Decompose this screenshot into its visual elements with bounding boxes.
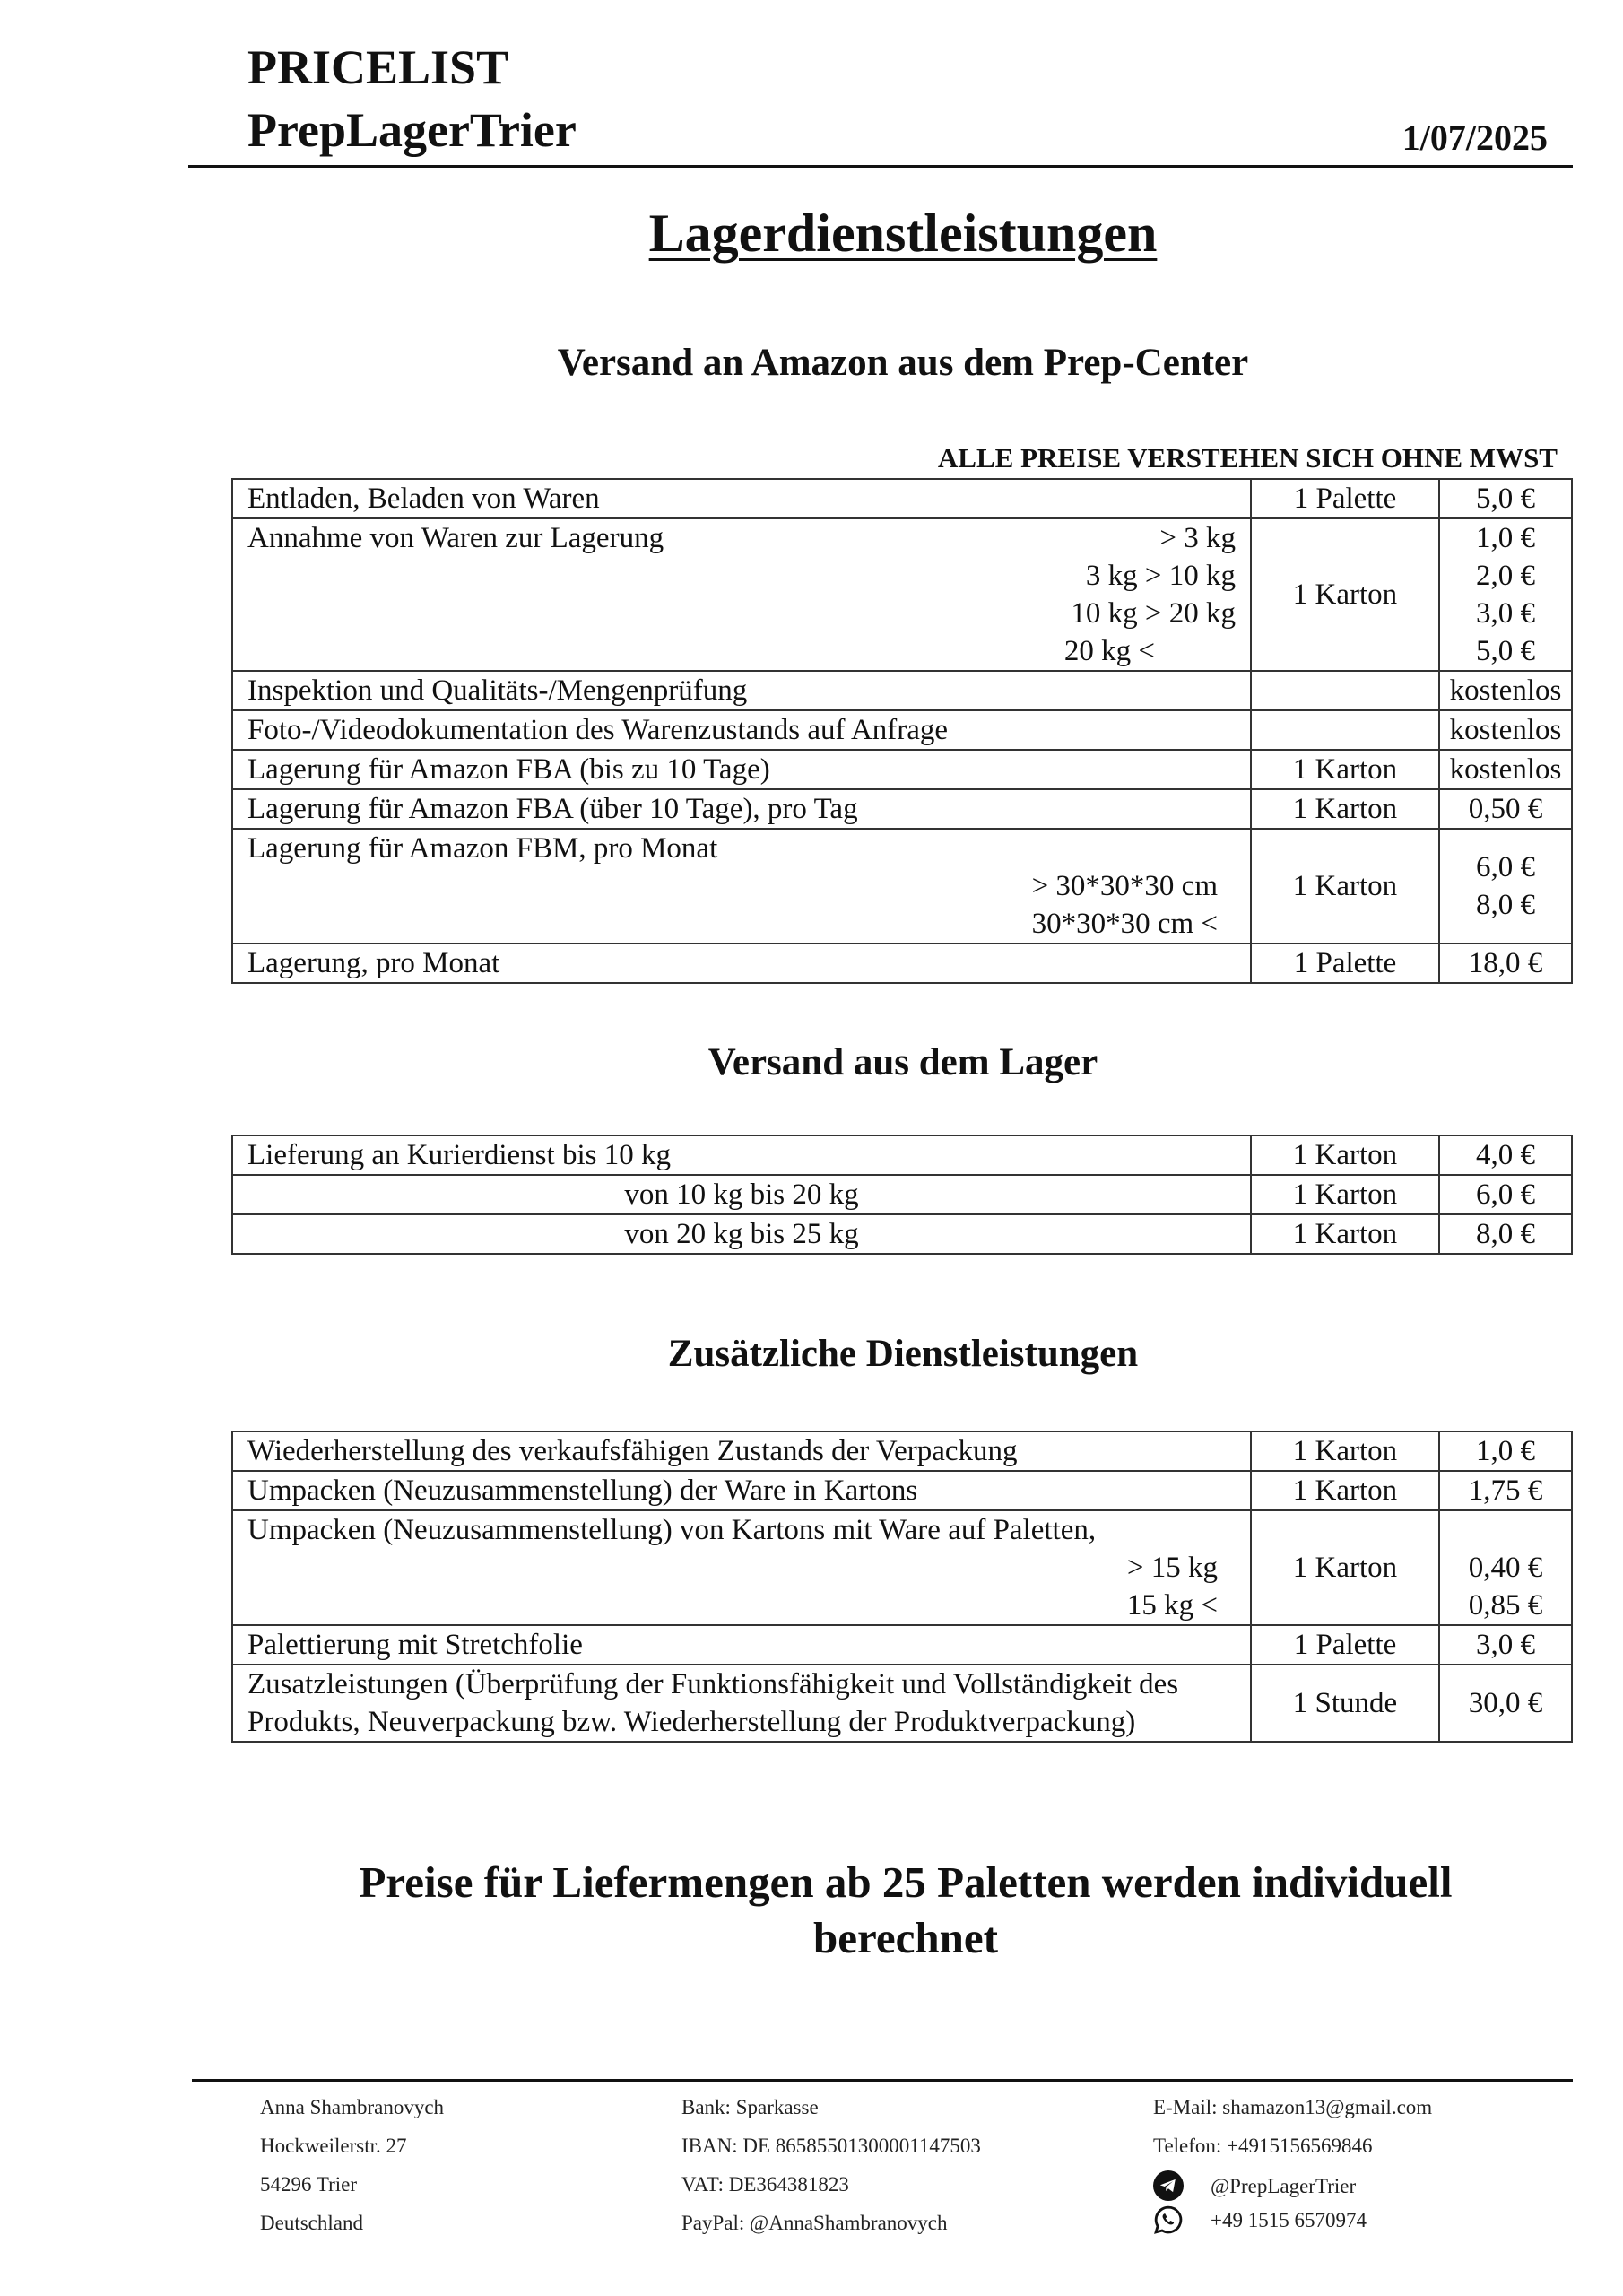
table-row: [232, 1471, 1572, 1510]
price-cell: 1,75 €: [1439, 1471, 1572, 1510]
tier-condition: 20 kg <: [1063, 635, 1155, 667]
price-cell: 8,0 €: [1439, 1214, 1572, 1254]
service-label: von 20 kg bis 25 kg: [232, 1214, 1251, 1254]
tier-condition: 3 kg > 10 kg: [1085, 560, 1236, 592]
footer-country: Deutschland: [260, 2212, 363, 2234]
vat-note: ALLE PREISE VERSTEHEN SICH OHNE MWST: [937, 442, 1558, 474]
service-label: Wiederherstellung des verkaufsfähigen Zustands der Verpackung: [232, 1431, 1251, 1471]
price-cell: kostenlos: [1439, 710, 1572, 750]
service-label: Lieferung an Kurierdienst bis 10 kg: [232, 1135, 1251, 1175]
table-row: [232, 1510, 1572, 1625]
price-cell: 3,0 €: [1439, 1625, 1572, 1665]
unit-cell: 1 Karton: [1251, 1471, 1439, 1510]
price-cell: 30,0 €: [1439, 1665, 1572, 1742]
service-label: Lagerung für Amazon FBA (bis zu 10 Tage): [232, 750, 1251, 789]
tier-condition: 15 kg <: [1126, 1589, 1218, 1622]
footer-street: Hockweilerstr. 27: [260, 2135, 407, 2157]
table-row: [232, 750, 1572, 789]
service-label: Foto-/Videodokumentation des Warenzustands auf Anfrage: [232, 710, 1251, 750]
service-label-cell: [232, 518, 1251, 671]
section-heading-additional-services: Zusätzliche Dienstleistungen: [667, 1333, 1139, 1375]
unit-cell: 1 Karton: [1251, 829, 1439, 944]
footer-divider: [192, 2079, 1573, 2082]
tier-condition: > 15 kg: [1126, 1552, 1218, 1584]
tier-price: 3,0 €: [1476, 597, 1535, 630]
service-label: Annahme von Waren zur Lagerung: [247, 522, 664, 554]
section-heading-amazon: Versand an Amazon aus dem Prep-Center: [557, 342, 1249, 384]
section-heading-warehouse-shipping: Versand aus dem Lager: [707, 1041, 1098, 1083]
main-title: Lagerdienstleistungen: [648, 204, 1158, 263]
unit-cell: 1 Karton: [1251, 1175, 1439, 1214]
table-row: [232, 1625, 1572, 1665]
table-row: [232, 1214, 1572, 1254]
unit-cell: 1 Karton: [1251, 750, 1439, 789]
table-row: [232, 710, 1572, 750]
unit-cell: 1 Karton: [1251, 1135, 1439, 1175]
price-cell: kostenlos: [1439, 750, 1572, 789]
unit-cell: 1 Karton: [1251, 518, 1439, 671]
footer-city: 54296 Trier: [260, 2173, 357, 2196]
unit-cell: 1 Karton: [1251, 1214, 1439, 1254]
price-cell: 6,0 €: [1439, 1175, 1572, 1214]
service-label: Lagerung für Amazon FBA (über 10 Tage), pro Tag: [232, 789, 1251, 829]
unit-cell: 1 Karton: [1251, 1431, 1439, 1471]
footer-telegram[interactable]: [1153, 2169, 1432, 2203]
service-label: Zusatzleistungen (Überprüfung der Funktionsfähigkeit und Vollständigkeit des Produkts, Neuverpackung bzw. Wiederherstellung der Produktverpackung): [232, 1665, 1251, 1742]
unit-cell: 1 Palette: [1251, 1625, 1439, 1665]
footer-bank: [681, 2088, 981, 2242]
unit-cell: 1 Karton: [1251, 789, 1439, 829]
service-label-cell: [232, 829, 1251, 944]
table-row: [232, 1431, 1572, 1471]
tier-price: 8,0 €: [1476, 889, 1535, 921]
footer-bank-name: Bank: Sparkasse: [681, 2096, 819, 2118]
service-label: Umpacken (Neuzusammenstellung) von Kartons mit Ware auf Paletten,: [247, 1514, 1097, 1546]
tier-price: 0,40 €: [1468, 1552, 1543, 1584]
tier-price: 2,0 €: [1476, 560, 1535, 592]
table-row: [232, 1665, 1572, 1742]
tier-condition: 10 kg > 20 kg: [1071, 597, 1236, 630]
footer-address: [260, 2088, 444, 2242]
company-name: PrepLagerTrier: [247, 103, 577, 157]
price-cell: kostenlos: [1439, 671, 1572, 710]
tier-condition: 30*30*30 cm <: [1031, 908, 1218, 940]
tier-price: 0,85 €: [1468, 1589, 1543, 1622]
telegram-icon: [1153, 2170, 1184, 2201]
price-cell: [1439, 518, 1572, 671]
footer-paypal: PayPal: @AnnaShambranovych: [681, 2212, 948, 2234]
table-row: [232, 1135, 1572, 1175]
price-table-additional-services: [231, 1431, 1573, 1743]
table-row: [232, 1175, 1572, 1214]
header-divider: [188, 165, 1573, 168]
footer-vat: VAT: DE364381823: [681, 2173, 849, 2196]
tier-condition: > 3 kg: [1159, 522, 1236, 554]
table-row: [232, 671, 1572, 710]
unit-cell: 1 Stunde: [1251, 1665, 1439, 1742]
table-row: [232, 479, 1572, 518]
service-label: Inspektion und Qualitäts-/Mengenprüfung: [232, 671, 1251, 710]
table-row: [232, 518, 1572, 671]
price-cell: 4,0 €: [1439, 1135, 1572, 1175]
tier-price: 1,0 €: [1476, 522, 1535, 554]
footer-whatsapp[interactable]: [1153, 2203, 1432, 2237]
service-label: Lagerung für Amazon FBM, pro Monat: [247, 832, 718, 865]
document-title: PRICELIST: [247, 40, 509, 94]
footer-contact: [1153, 2088, 1432, 2237]
unit-cell: [1251, 671, 1439, 710]
footer-email[interactable]: E-Mail: shamazon13@gmail.com: [1153, 2096, 1433, 2118]
price-cell: 1,0 €: [1439, 1431, 1572, 1471]
bulk-pricing-note: Preise für Liefermengen ab 25 Paletten werden individuell berechnet: [359, 1857, 1453, 1962]
unit-cell: 1 Palette: [1251, 479, 1439, 518]
price-cell: [1439, 1510, 1572, 1625]
whatsapp-number: +49 1515 6570974: [1211, 2208, 1367, 2231]
price-cell: [1439, 829, 1572, 944]
whatsapp-icon: [1153, 2205, 1184, 2235]
price-table-warehouse-shipping: [231, 1135, 1573, 1255]
document-date: 1/07/2025: [1402, 117, 1548, 158]
service-label: Lagerung, pro Monat: [232, 944, 1251, 983]
table-row: [232, 789, 1572, 829]
tier-price: 6,0 €: [1476, 851, 1535, 883]
tier-price: 5,0 €: [1476, 635, 1535, 667]
price-cell: 0,50 €: [1439, 789, 1572, 829]
telegram-handle: @PrepLagerTrier: [1211, 2174, 1357, 2197]
tier-condition: > 30*30*30 cm: [1031, 870, 1218, 902]
price-table-amazon: [231, 478, 1573, 984]
service-label-cell: [232, 1510, 1251, 1625]
unit-cell: 1 Karton: [1251, 1510, 1439, 1625]
footer-name: Anna Shambranovych: [260, 2096, 445, 2118]
unit-cell: 1 Palette: [1251, 944, 1439, 983]
table-row: [232, 944, 1572, 983]
unit-cell: [1251, 710, 1439, 750]
service-label: Entladen, Beladen von Waren: [232, 479, 1251, 518]
table-row: [232, 829, 1572, 944]
footer-phone[interactable]: Telefon: +4915156569846: [1153, 2135, 1373, 2157]
price-cell: 5,0 €: [1439, 479, 1572, 518]
footer-iban: IBAN: DE 86585501300001147503: [681, 2135, 981, 2157]
price-cell: 18,0 €: [1439, 944, 1572, 983]
service-label: Umpacken (Neuzusammenstellung) der Ware in Kartons: [232, 1471, 1251, 1510]
service-label: von 10 kg bis 20 kg: [232, 1175, 1251, 1214]
service-label: Palettierung mit Stretchfolie: [232, 1625, 1251, 1665]
